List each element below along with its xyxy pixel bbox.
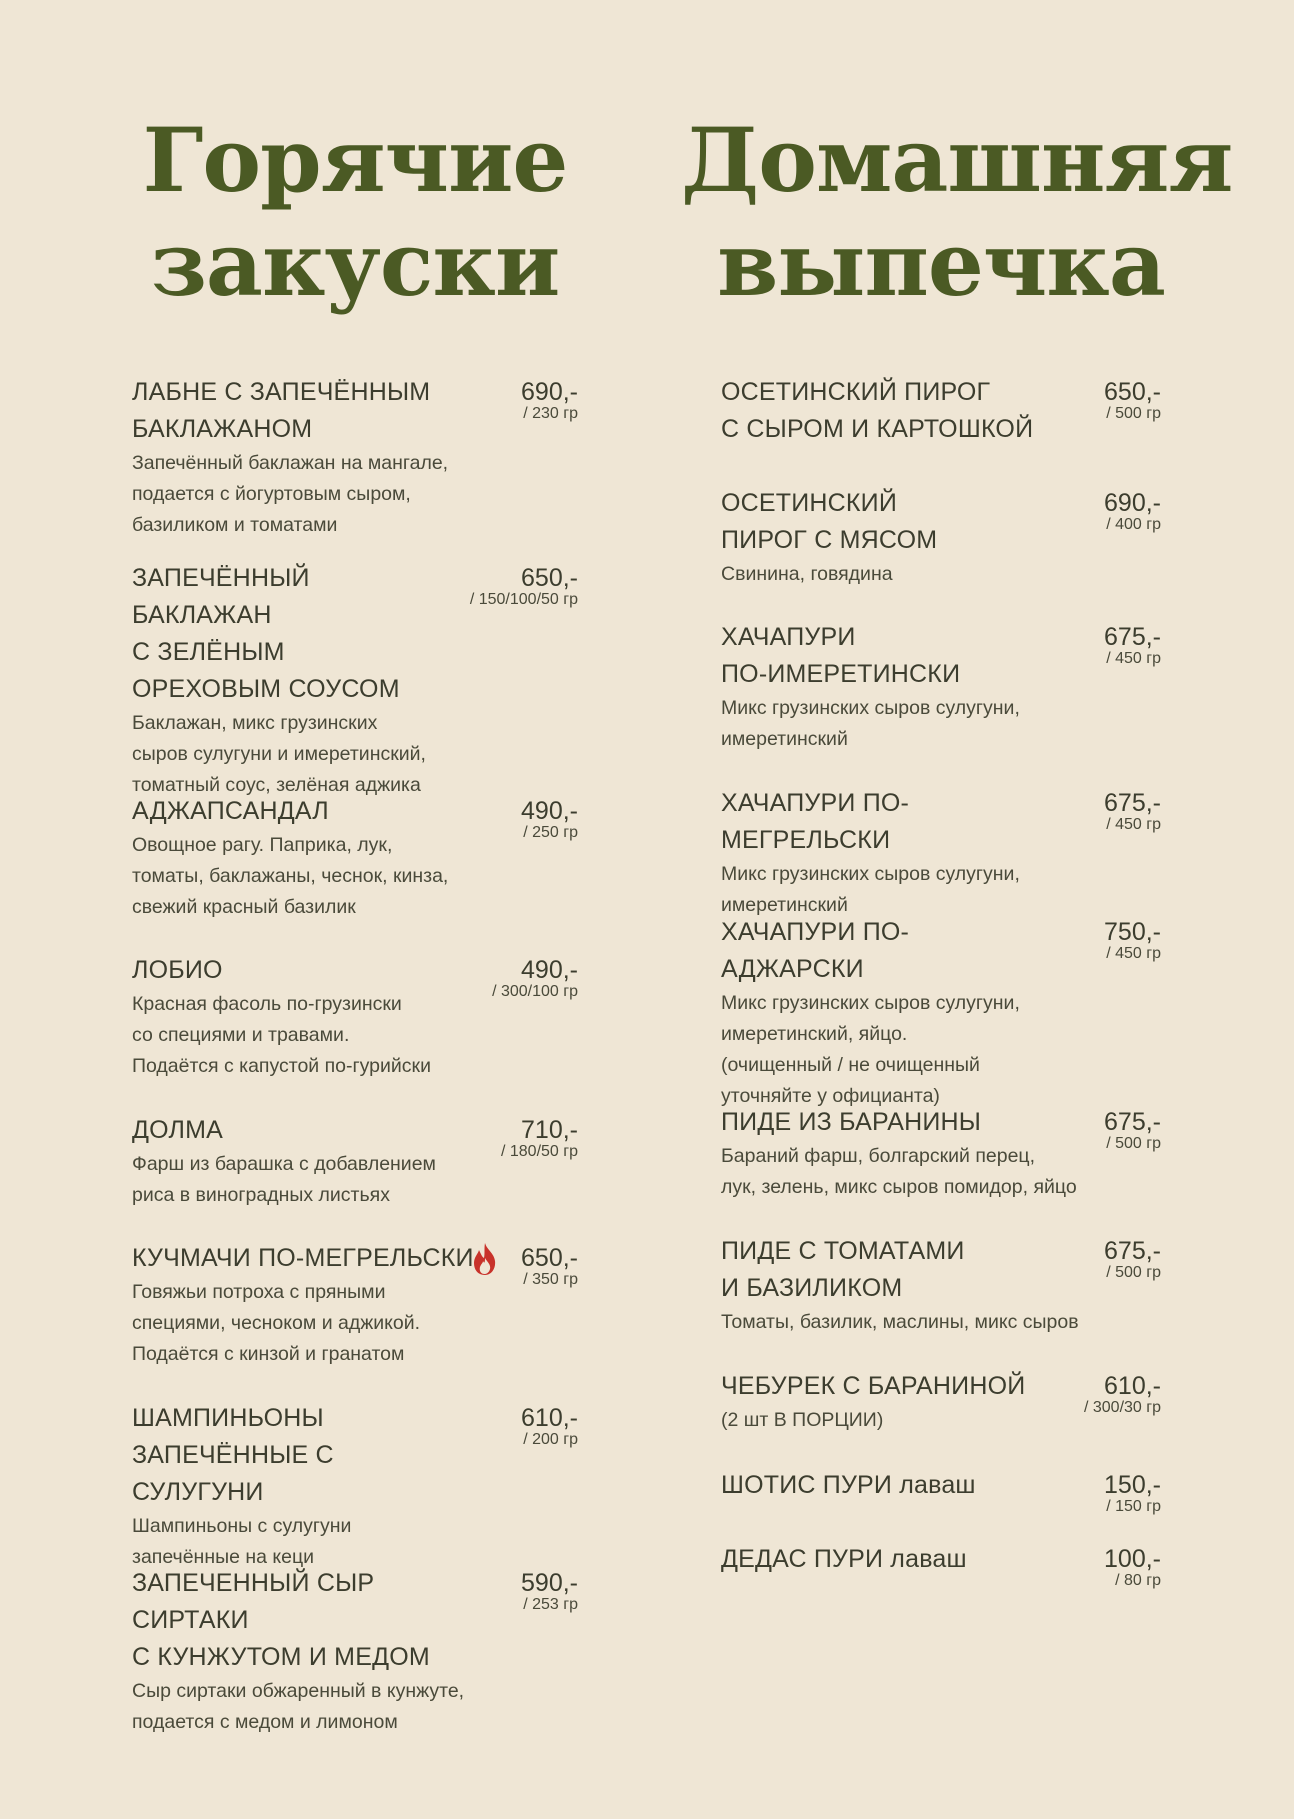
menu-item bbox=[721, 1233, 1161, 1338]
item-description: Свинина, говядина bbox=[721, 563, 893, 585]
menu-item bbox=[132, 374, 578, 541]
item-weight: / 150 гр bbox=[1106, 1498, 1161, 1515]
item-name: ЛОБИО bbox=[132, 956, 223, 984]
menu-item bbox=[721, 1541, 1161, 1589]
item-description: Томаты, базилик, маслины, микс сыров bbox=[721, 1311, 1079, 1333]
item-weight: / 450 гр bbox=[1106, 650, 1161, 667]
item-name: ХАЧАПУРИ ПО-АДЖАРСКИ bbox=[721, 918, 910, 983]
menu-item bbox=[132, 560, 578, 801]
item-price: 650,- bbox=[521, 1244, 578, 1272]
item-weight: / 80 гр bbox=[1115, 1572, 1161, 1589]
menu-item bbox=[721, 1104, 1161, 1203]
item-name: ДОЛМА bbox=[132, 1116, 224, 1144]
item-name: ЗАПЕЧЕННЫЙ СЫР СИРТАКИ С КУНЖУТОМ И МЕДОМ bbox=[132, 1569, 430, 1671]
item-weight: / 350 гр bbox=[523, 1271, 578, 1288]
item-weight: / 230 гр bbox=[523, 405, 578, 422]
section-title-hot-appetizers: Горячие закуски bbox=[142, 108, 568, 316]
item-price: 690,- bbox=[1104, 489, 1161, 517]
menu-item bbox=[132, 1112, 578, 1211]
item-description: Микс грузинских сыров сулугуни, имеретинский bbox=[721, 863, 1020, 916]
item-weight: / 450 гр bbox=[1106, 816, 1161, 833]
item-price: 675,- bbox=[1104, 1108, 1161, 1136]
item-description: Красная фасоль по-грузински со специями и травами. Подаётся с капустой по-гурийски bbox=[132, 993, 431, 1077]
item-weight: / 400 гр bbox=[1106, 516, 1161, 533]
item-weight: / 150/100/50 гр bbox=[469, 591, 578, 608]
item-description: Говяжьи потроха с пряными специями, чесноком и аджикой. Подаётся с кинзой и гранатом bbox=[132, 1281, 421, 1365]
menu-item bbox=[132, 793, 578, 923]
item-price: 490,- bbox=[521, 797, 578, 825]
fire-icon bbox=[470, 1242, 500, 1276]
item-weight: / 500 гр bbox=[1106, 1135, 1161, 1152]
menu-item bbox=[721, 1467, 1161, 1515]
item-price: 490,- bbox=[521, 956, 578, 984]
item-name: ШОТИС ПУРИ лаваш bbox=[721, 1471, 976, 1499]
item-price: 675,- bbox=[1104, 623, 1161, 651]
item-name: ХАЧАПУРИ ПО-МЕГРЕЛЬСКИ bbox=[721, 789, 910, 854]
item-description: (2 шт В ПОРЦИИ) bbox=[721, 1409, 884, 1431]
item-description: Овощное рагу. Паприка, лук, томаты, баклажаны, чеснок, кинза, свежий красный базилик bbox=[132, 834, 449, 918]
item-weight: / 450 гр bbox=[1106, 945, 1161, 962]
item-name: ПИДЕ ИЗ БАРАНИНЫ bbox=[721, 1108, 982, 1136]
item-description: Микс грузинских сыров сулугуни, имеретинский, яйцо. (очищенный / не очищенный уточняйте у официанта) bbox=[721, 992, 1020, 1107]
item-name: ОСЕТИНСКИЙ ПИРОГ С СЫРОМ И КАРТОШКОЙ bbox=[721, 378, 1034, 443]
item-description: Микс грузинских сыров сулугуни, имеретинский bbox=[721, 697, 1020, 750]
item-name: ПИДЕ С ТОМАТАМИ И БАЗИЛИКОМ bbox=[721, 1237, 965, 1302]
section-title-homemade-pastry: Домашняя выпечка bbox=[681, 108, 1233, 316]
item-name: ШАМПИНЬОНЫ ЗАПЕЧЁННЫЕ С СУЛУГУНИ bbox=[132, 1404, 334, 1506]
item-price: 750,- bbox=[1104, 918, 1161, 946]
item-price: 650,- bbox=[521, 564, 578, 592]
item-description: Фарш из барашка с добавлением риса в виноградных листьях bbox=[132, 1153, 436, 1206]
menu-item bbox=[721, 914, 1161, 1112]
item-price: 690,- bbox=[521, 378, 578, 406]
item-name: ЗАПЕЧЁННЫЙ БАКЛАЖАН С ЗЕЛЁНЫМ ОРЕХОВЫМ СОУСОМ bbox=[132, 564, 400, 703]
item-price: 610,- bbox=[521, 1404, 578, 1432]
menu-item bbox=[132, 1400, 578, 1573]
item-description: Запечённый баклажан на мангале, подается с йогуртовым сыром, базиликом и томатами bbox=[132, 452, 449, 536]
item-name: ЛАБНЕ С ЗАПЕЧЁННЫМ БАКЛАЖАНОМ bbox=[132, 378, 431, 443]
item-weight: / 180/50 гр bbox=[500, 1143, 578, 1160]
item-name: ДЕДАС ПУРИ лаваш bbox=[721, 1545, 967, 1573]
item-weight: / 200 гр bbox=[523, 1431, 578, 1448]
menu-item bbox=[721, 1368, 1161, 1436]
item-weight: / 250 гр bbox=[523, 824, 578, 841]
item-name: ЧЕБУРЕК С БАРАНИНОЙ bbox=[721, 1372, 1026, 1400]
item-description: Сыр сиртаки обжаренный в кунжуте, подается с медом и лимоном bbox=[132, 1680, 465, 1733]
item-name: КУЧМАЧИ ПО-МЕГРЕЛЬСКИ bbox=[132, 1244, 474, 1272]
item-description: Бараний фарш, болгарский перец, лук, зелень, микс сыров помидор, яйцо bbox=[721, 1145, 1077, 1198]
menu-item bbox=[721, 485, 1161, 590]
item-description: Шампиньоны с сулугуни запечённые на кеци bbox=[132, 1515, 352, 1568]
item-weight: / 253 гр bbox=[523, 1596, 578, 1613]
item-name: ХАЧАПУРИ ПО-ИМЕРЕТИНСКИ bbox=[721, 623, 961, 688]
item-name: ОСЕТИНСКИЙ ПИРОГ С МЯСОМ bbox=[721, 489, 938, 554]
item-weight: / 300/30 гр bbox=[1083, 1399, 1161, 1416]
item-weight: / 300/100 гр bbox=[492, 983, 578, 1000]
item-price: 675,- bbox=[1104, 789, 1161, 817]
item-price: 650,- bbox=[1104, 378, 1161, 406]
menu-item bbox=[721, 374, 1161, 448]
menu-item bbox=[721, 619, 1161, 755]
item-price: 675,- bbox=[1104, 1237, 1161, 1265]
item-price: 590,- bbox=[521, 1569, 578, 1597]
item-weight: / 500 гр bbox=[1106, 405, 1161, 422]
menu-item bbox=[132, 952, 578, 1082]
item-price: 710,- bbox=[521, 1116, 578, 1144]
item-description: Баклажан, микс грузинских сыров сулугуни и имеретинский, томатный соус, зелёная аджика bbox=[132, 712, 426, 796]
item-weight: / 500 гр bbox=[1106, 1264, 1161, 1281]
menu-item-spicy bbox=[132, 1240, 578, 1370]
item-price: 150,- bbox=[1104, 1471, 1161, 1499]
menu-item bbox=[132, 1565, 578, 1738]
item-name: АДЖАПСАНДАЛ bbox=[132, 797, 329, 825]
item-price: 610,- bbox=[1104, 1372, 1161, 1400]
item-price: 100,- bbox=[1104, 1545, 1161, 1573]
menu-item bbox=[721, 785, 1161, 921]
